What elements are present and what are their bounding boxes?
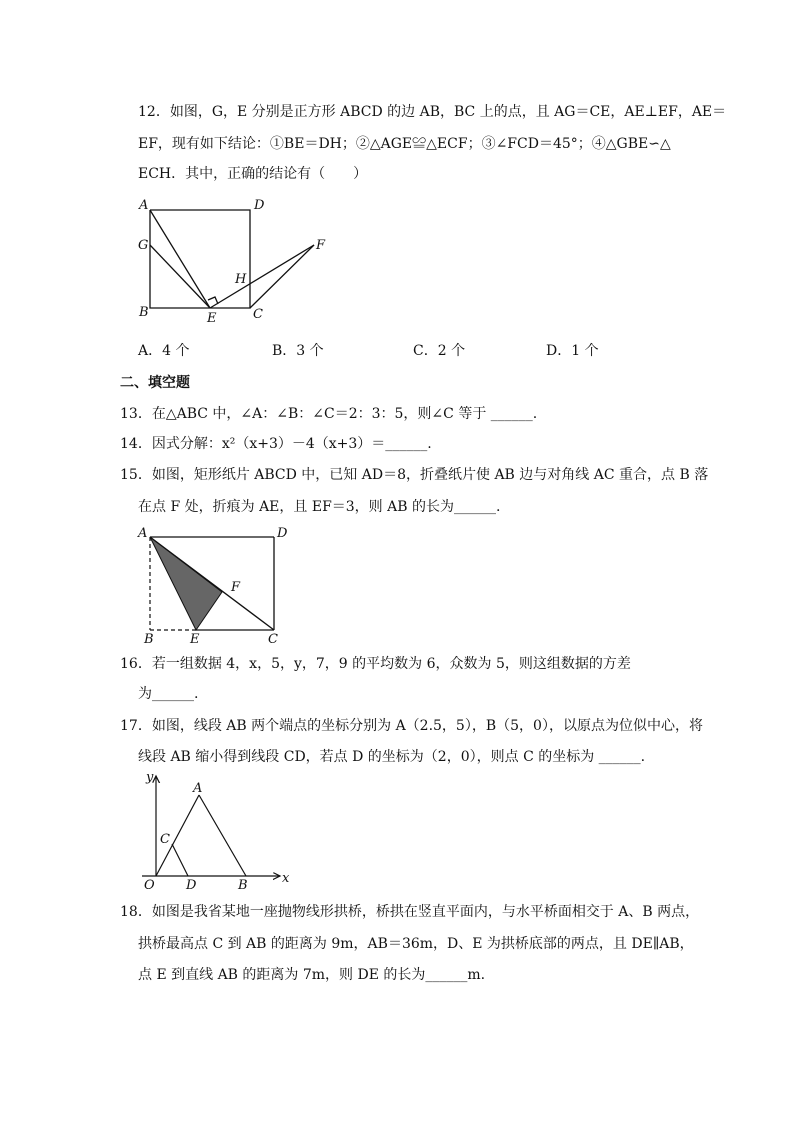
q12-label-f: F [316, 238, 326, 253]
q12-label-b: B [139, 305, 149, 320]
q15-label-f: F [231, 580, 241, 595]
diagonal-ac [150, 537, 274, 630]
q12-line3: ECH．其中，正确的结论有（ ） [138, 166, 368, 182]
segment-cf [250, 245, 314, 308]
q13-text: 13．在△ABC 中，∠A：∠B：∠C＝2：3：5，则∠C 等于 ______. [120, 406, 538, 422]
q17-figure [138, 770, 293, 895]
q15-label-e: E [190, 632, 200, 647]
segment-cd [172, 844, 188, 876]
section-heading: 二、填空题 [120, 375, 190, 391]
segment-ge [150, 245, 210, 308]
q12-option-a: A．4 个 [138, 343, 190, 359]
q12-option-c: C．2 个 [413, 343, 466, 359]
segment-ab [199, 795, 246, 876]
q15-label-b: B [144, 632, 154, 647]
segment-ef [210, 245, 314, 308]
q12-line2: EF，现有如下结论：①BE＝DH；②△AGE≌△ECF；③∠FCD＝45°；④△GBE∽△ [138, 136, 671, 152]
q12-option-b: B．3 个 [272, 343, 324, 359]
q17-label-c: C [160, 832, 170, 847]
q17-label-d: D [186, 878, 197, 893]
q18-line1: 18．如图是我省某地一座抛物线形拱桥，桥拱在竖直平面内，与水平桥面相交于 A、B 两点， [120, 904, 700, 920]
q12-label-a: A [139, 198, 149, 213]
q17-label-o: O [144, 878, 155, 893]
q15-label-d: D [277, 526, 288, 541]
q18-line3: 点 E 到直线 AB 的距离为 7m，则 DE 的长为______m. [138, 967, 486, 983]
q17-label-a: A [193, 781, 203, 796]
q12-label-h: H [235, 272, 247, 287]
q17-line1: 17．如图，线段 AB 两个端点的坐标分别为 A（2.5，5），B（5，0），以原点为位似中心，将 [120, 718, 703, 734]
q12-label-d: D [254, 198, 265, 213]
q12-label-e: E [207, 311, 217, 326]
q17-line2: 线段 AB 缩小得到线段 CD，若点 D 的坐标为（2，0），则点 C 的坐标为 ______. [138, 749, 646, 765]
q16-line2: 为______. [138, 686, 199, 702]
q14-text: 14．因式分解：x²（x+3）－4（x+3）＝______. [120, 436, 432, 452]
q15-label-a: A [138, 526, 148, 541]
q18-line2: 拱桥最高点 C 到 AB 的距离为 9m，AB＝36m，D、E 为拱桥底部的两点，且 DE∥AB， [138, 936, 694, 952]
q12-line1: 12．如图，G，E 分别是正方形 ABCD 的边 AB，BC 上的点，且 AG＝CE，AE⊥EF，AE＝ [138, 104, 727, 120]
q17-label-b: B [238, 878, 248, 893]
q15-line2: 在点 F 处，折痕为 AE，且 EF＝3，则 AB 的长为______. [138, 499, 501, 515]
q12-option-d: D．1 个 [546, 343, 599, 359]
q16-line1: 16．若一组数据 4，x，5，y，7，9 的平均数为 6，众数为 5，则这组数据的方差 [120, 656, 631, 672]
q15-figure [135, 522, 295, 647]
segment-ae [150, 210, 210, 308]
q17-label-y: y [146, 770, 154, 785]
q15-label-c: C [268, 632, 278, 647]
q12-label-g: G [138, 238, 149, 253]
right-angle-mark [208, 297, 218, 304]
q12-label-c: C [253, 307, 263, 322]
q15-line1: 15．如图，矩形纸片 ABCD 中，已知 AD＝8，折叠纸片使 AB 边与对角线 AC 重合，点 B 落 [120, 467, 709, 483]
q17-label-x: x [282, 871, 290, 886]
q12-figure [130, 195, 340, 325]
